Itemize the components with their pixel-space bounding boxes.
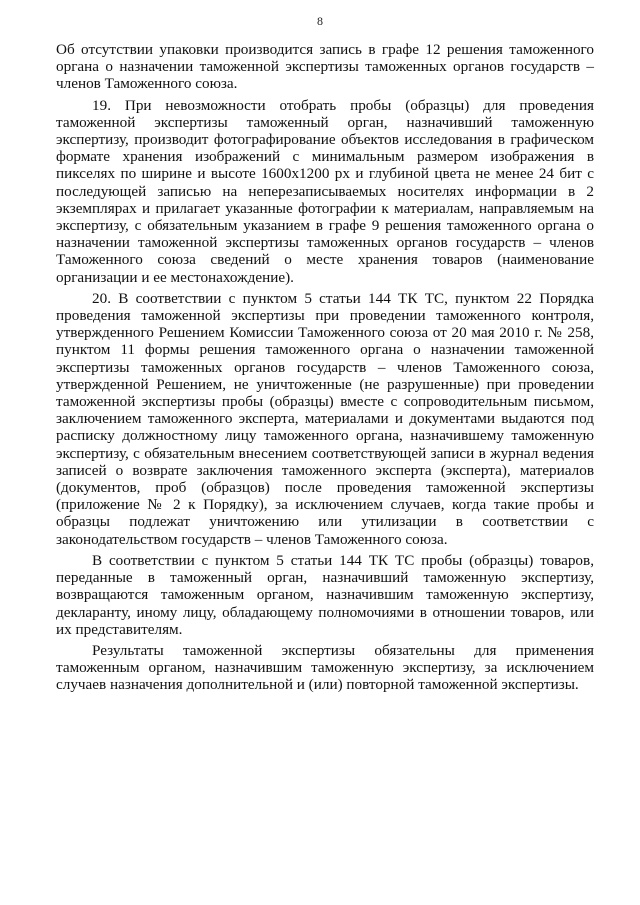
document-body (56, 41, 594, 694)
paragraph-results: Результаты таможенной экспертизы обязательны для применения таможенным органом, назначившим таможенную экспертизу, за исключением случаев назначения дополнительной и (или) повторной таможенной экспертизы. (56, 641, 594, 694)
paragraph-packaging-note: Об отсутствии упаковки производится запись в графе 12 решения таможенного органа о назначении таможенной экспертизы таможенных органов государств – членов Таможенного союза. (56, 41, 594, 93)
page-number: 8 (317, 14, 323, 28)
paragraph-19: 19. При невозможности отобрать пробы (образцы) для проведения таможенной экспертизы таможенный орган, назначивший таможенную экспертизу, производит фотографирование объектов исследования в графическом формате хранения изображений с минимальным размером изображения в пикселях по ширине и высоте 1600x1200 px и глубиной цвета не менее 24 бит с последующей записью на неперезаписываемых носителях информации в 2 экземплярах и прилагает указанные фотографии к материалам, направляемым на экспертизу, с обязательным указанием в графе 9 решения таможенного органа о назначении таможенной экспертизы таможенных органов государств – членов Таможенного союза сведений о месте хранения товаров (наименование организации и ее местонахождение). (56, 96, 594, 286)
paragraph-samples-return: В соответствии с пунктом 5 статьи 144 ТК ТС пробы (образцы) товаров, переданные в таможенный орган, назначивший таможенную экспертизу, возвращаются таможенным органом, назначившим таможенную экспертизу, декларанту, иному лицу, обладающему полномочиями в отношении товаров, или их представителям. (56, 551, 594, 638)
paragraph-20: 20. В соответствии с пунктом 5 статьи 144 ТК ТС, пунктом 22 Порядка проведения таможенной экспертизы при проведении таможенного контроля, утвержденного Решением Комиссии Таможенного союза от 20 мая 2010 г. № 258, пунктом 11 формы решения таможенного органа о назначении таможенной экспертизы таможенных органов государств – членов Таможенного союза, утвержденной Решением, не уничтоженные (не разрушенные) при проведении таможенной экспертизы пробы (образцы) вместе с сопроводительным письмом, заключением таможенного эксперта, материалами и документами выдаются под расписку должностному лицу таможенного органа, назначившему таможенную экспертизу, с обязательным внесением соответствующей записи в журнал ведения записей о возврате заключения таможенного эксперта (эксперта), материалов (документов, проб (образцов) после проведения таможенной экспертизы (приложение № 2 к Порядку), за исключением случаев, когда такие пробы и образцы подлежат уничтожению или утилизации в соответствии с законодательством государств – членов Таможенного союза. (56, 289, 594, 548)
